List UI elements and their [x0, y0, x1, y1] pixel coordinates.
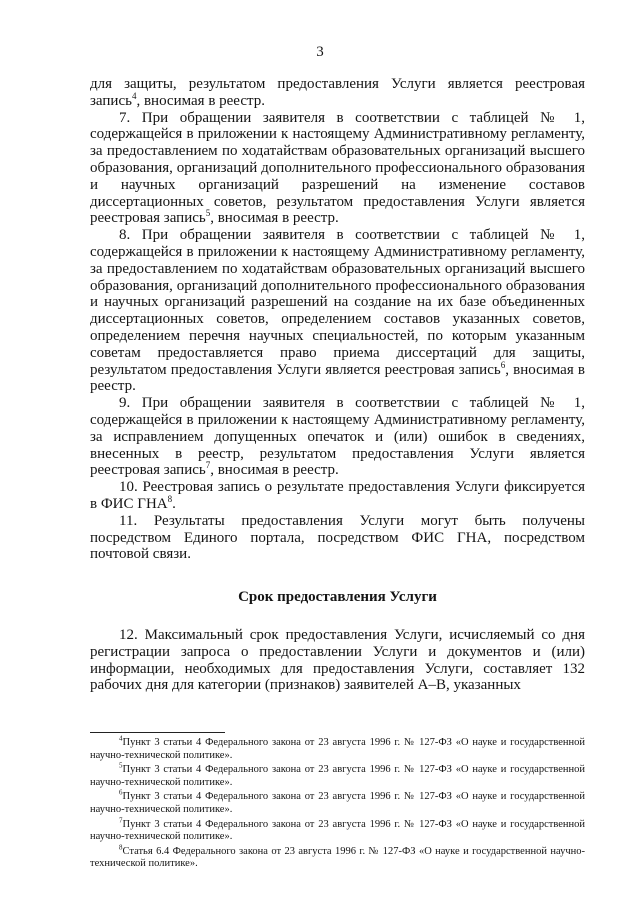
- footnote-ref-7: 7: [205, 460, 211, 471]
- footnote-ref-5: 5: [205, 208, 211, 219]
- page-number: 3: [316, 44, 324, 60]
- footnote-4: $^4$Пункт 3 статьи 4 Федерального закона от 23 августа 1996 г. № 127-ФЗ «О науке и государственной научно-технической политике».: [90, 734, 585, 761]
- paragraph-7: 7. При обращении заявителя в соответствии с таблицей № 1, содержащейся в приложении к настоящему Административному регламенту, за предоставлением по ходатайствам образовательных организаций высшего образования, организаций дополнительного профессионального образования и научных организаций разрешений на изменение составов диссертационных советов, результатом предоставления Услуги является реестровая запись$^5$, вносимая в реестр.: [90, 109, 585, 227]
- footnotes: [90, 734, 585, 873]
- paragraph-11: 11. Результаты предоставления Услуги могут быть получены посредством Единого портала, посредством ФИС ГНА, посредством почтовой связи.: [90, 512, 585, 563]
- footnote-divider: [90, 732, 225, 733]
- paragraph-8: 8. При обращении заявителя в соответствии с таблицей № 1, содержащейся в приложении к настоящему Административному регламенту, за предоставлением по ходатайствам образовательных организаций высшего образования, организаций дополнительного профессионального образования и научных организаций разрешений на создание на их базе объединенных диссертационных советов, определением составов указанных советов, определением перечня научных специальностей, по которым указанным советам предоставляется право приема диссертаций для защиты, результатом предоставления Услуги является реестровая запись$^6$, вносимая в реестр.: [90, 227, 585, 395]
- paragraph-6-continuation: для защиты, результатом предоставления Услуги является реестровая запись$^4$, вносимая в реестр.: [90, 76, 585, 109]
- paragraph-12: 12. Максимальный срок предоставления Услуги, исчисляемый со дня регистрации запроса о предоставлении Услуги и документов и (или) информации, необходимых для предоставления Услуги, составляет 132 рабочих дня для категории (признаков) заявителей А–В, указанных: [90, 626, 585, 694]
- footnote-ref-8: 8: [167, 493, 173, 504]
- footnote-ref-4: 4: [131, 90, 137, 101]
- section-spacer: [90, 563, 585, 589]
- paragraph-9: 9. При обращении заявителя в соответствии с таблицей № 1, содержащейся в приложении к настоящему Административному регламенту, за исправлением допущенных опечаток и (или) ошибок в сведениях, внесенных в реестр, результатом предоставления Услуги является реестровая запись$^7$, вносимая в реестр.: [90, 395, 585, 479]
- footnote-5: $^5$Пункт 3 статьи 4 Федерального закона от 23 августа 1996 г. № 127-ФЗ «О науке и государственной научно-технической политике».: [90, 761, 585, 788]
- footnote-7: $^7$Пункт 3 статьи 4 Федерального закона от 23 августа 1996 г. № 127-ФЗ «О науке и государственной научно-технической политике».: [90, 816, 585, 843]
- paragraph-10: 10. Реестровая запись о результате предоставления Услуги фиксируется в ФИС ГНА$^8$.: [90, 479, 585, 512]
- document-body: [90, 76, 585, 694]
- footnote-8: $^8$Статья 6.4 Федерального закона от 23 августа 1996 г. № 127-ФЗ «О науке и государственной научно-технической политике».: [90, 843, 585, 870]
- footnote-6: $^6$Пункт 3 статьи 4 Федерального закона от 23 августа 1996 г. № 127-ФЗ «О науке и государственной научно-технической политике».: [90, 788, 585, 815]
- section-title: Срок предоставления Услуги: [238, 589, 437, 606]
- footnote-ref-6: 6: [500, 359, 506, 370]
